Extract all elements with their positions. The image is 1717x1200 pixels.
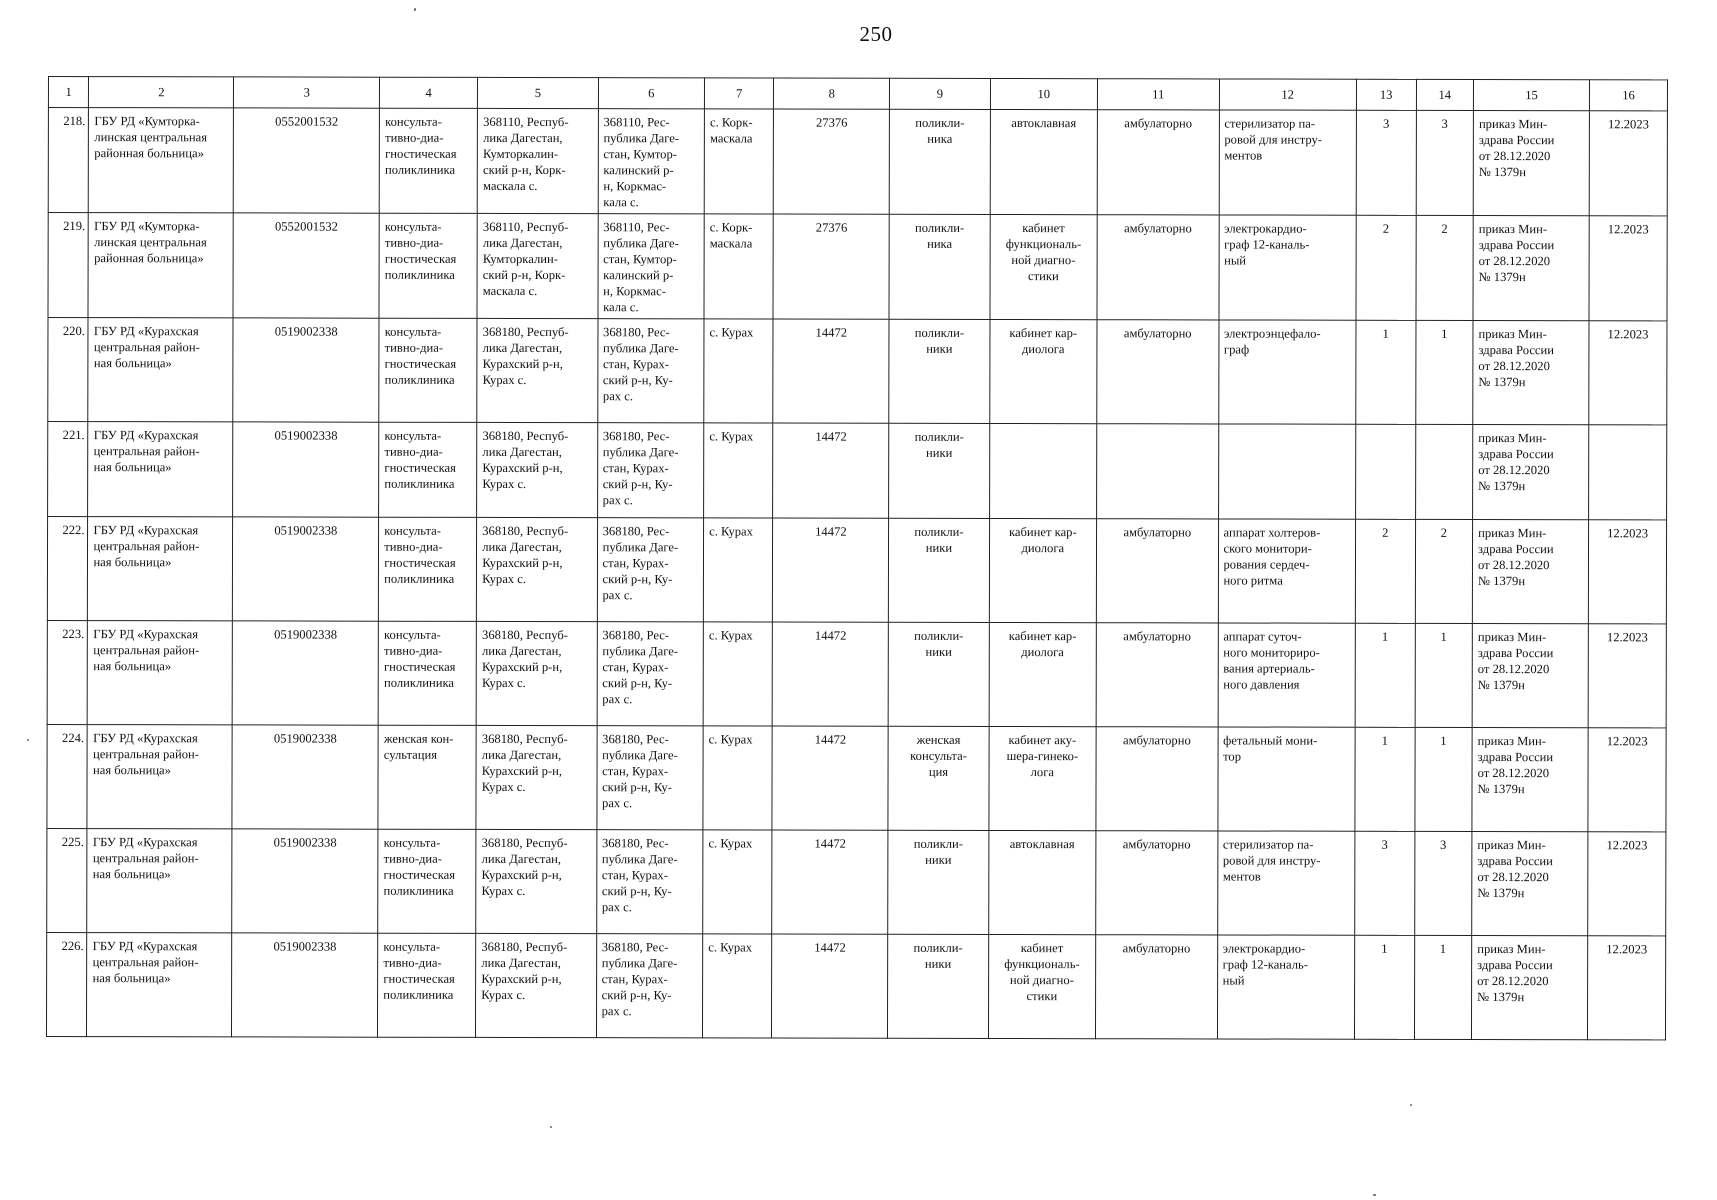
quantity-planned: 2: [1415, 519, 1473, 623]
care-mode: амбулаторно: [1097, 110, 1219, 215]
legal-address: 368180, Респуб- лика Дагестан, Курахский р-н, Курах с.: [476, 621, 597, 725]
population: 27376: [774, 109, 890, 214]
care-mode: амбулаторно: [1097, 215, 1219, 320]
subdivision: поликли- ника: [890, 109, 990, 214]
row-number: 221.: [48, 422, 89, 517]
table-row: [47, 517, 1666, 624]
table-row: [48, 318, 1667, 425]
equipment-name: аппарат суточ- ного мониториро- вания артериаль- ного давления: [1218, 623, 1356, 727]
legal-address: 368180, Респуб- лика Дагестан, Курахский р-н, Курах с.: [477, 517, 598, 621]
column-number-3: 3: [234, 77, 380, 108]
population: 14472: [772, 830, 888, 934]
structural-unit: консульта- тивно-диа- гностическая поликлиника: [379, 318, 477, 422]
equipment-name: аппарат холтеров- ского монитори- рования сердеч- ного ритма: [1218, 519, 1356, 623]
quantity-required: 2: [1356, 215, 1416, 320]
structural-unit: консульта- тивно-диа- гностическая поликлиника: [378, 829, 476, 933]
column-number-11: 11: [1098, 79, 1219, 110]
room-name: кабинет кар- диолога: [989, 622, 1097, 726]
structural-unit: консульта- тивно-диа- гностическая поликлиника: [379, 517, 477, 621]
legal-basis: приказ Мин- здрава России от 28.12.2020 № 1379н: [1472, 519, 1588, 623]
equipment-name: электрокардио- граф 12-каналь- ный: [1218, 215, 1356, 320]
inn-code: 0519002338: [232, 933, 378, 1037]
table-row: [48, 422, 1667, 520]
equipment-name: фетальный мони- тор: [1217, 727, 1355, 831]
subdivision: поликли- ники: [889, 622, 989, 726]
inn-code: 0519002338: [233, 422, 379, 517]
row-number: 218.: [48, 108, 89, 213]
quantity-planned: [1415, 424, 1473, 519]
column-number-14: 14: [1416, 79, 1474, 110]
settlement: с. Корк- маскала: [704, 214, 773, 319]
quantity-planned: 1: [1415, 623, 1473, 727]
room-name: кабинет кар- диолога: [989, 518, 1097, 622]
inn-code: 0519002338: [232, 829, 378, 933]
actual-address: 368180, Рес- публика Даге- стан, Курах- ский р-н, Ку- рах с.: [597, 423, 704, 518]
due-date: 12.2023: [1588, 936, 1666, 1040]
structural-unit: консульта- тивно-диа- гностическая поликлиника: [379, 213, 477, 318]
actual-address: 368180, Рес- публика Даге- стан, Курах- ский р-н, Ку- рах с.: [597, 622, 704, 726]
structural-unit: консульта- тивно-диа- гностическая поликлиника: [378, 933, 476, 1037]
organization-name: ГБУ РД «Курахская центральная район- ная больница»: [88, 517, 233, 621]
room-name: кабинет аку- шера-гинеко- лога: [988, 726, 1096, 830]
equipment-name: электроэнцефало- граф: [1218, 320, 1356, 424]
inn-code: 0519002338: [233, 517, 379, 621]
actual-address: 368110, Рес- публика Даге- стан, Кумтор- калинский р- н, Коркмас- кала с.: [598, 214, 705, 319]
quantity-required: 3: [1356, 110, 1416, 215]
legal-address: 368180, Респуб- лика Дагестан, Курахский р-н, Курах с.: [477, 318, 598, 422]
table-row: [47, 828, 1666, 935]
due-date: 12.2023: [1589, 216, 1667, 321]
legal-basis: приказ Мин- здрава России от 28.12.2020 № 1379н: [1472, 623, 1588, 727]
quantity-required: 3: [1355, 831, 1415, 935]
subdivision: поликли- ника: [889, 214, 989, 319]
row-number: 220.: [48, 318, 89, 422]
column-number-8: 8: [774, 78, 890, 109]
quantity-planned: 2: [1416, 215, 1474, 320]
due-date: 12.2023: [1589, 321, 1667, 425]
population: 14472: [773, 319, 889, 423]
room-name: кабинет кар- диолога: [989, 319, 1097, 423]
care-mode: амбулаторно: [1097, 320, 1219, 424]
settlement: с. Курах: [703, 830, 772, 934]
settlement: с. Курах: [703, 934, 772, 1038]
scan-speck: [550, 1126, 552, 1128]
quantity-planned: 1: [1415, 320, 1473, 424]
due-date: 12.2023: [1589, 111, 1667, 216]
table-row: [48, 108, 1667, 216]
legal-basis: приказ Мин- здрава России от 28.12.2020 № 1379н: [1472, 935, 1588, 1039]
room-name: кабинет функциональ- ной диагно- стики: [988, 934, 1096, 1038]
row-number: 225.: [47, 828, 88, 932]
inn-code: 0519002338: [232, 621, 378, 725]
column-number-6: 6: [598, 78, 705, 109]
quantity-planned: 1: [1414, 935, 1472, 1039]
actual-address: 368180, Рес- публика Даге- стан, Курах- ский р-н, Ку- рах с.: [597, 518, 704, 622]
subdivision: поликли- ники: [889, 319, 989, 423]
subdivision: поликли- ники: [889, 423, 989, 518]
legal-basis: приказ Мин- здрава России от 28.12.2020 № 1379н: [1473, 110, 1589, 215]
column-number-16: 16: [1590, 80, 1668, 111]
settlement: с. Корк- маскала: [704, 109, 773, 214]
table-row: [47, 724, 1666, 831]
subdivision: поликли- ники: [888, 830, 988, 934]
legal-basis: приказ Мин- здрава России от 28.12.2020 № 1379н: [1473, 320, 1589, 424]
care-mode: амбулаторно: [1096, 519, 1218, 623]
settlement: с. Курах: [704, 319, 773, 423]
scan-speck: [27, 739, 29, 741]
care-mode: амбулаторно: [1096, 623, 1218, 727]
row-number: 222.: [47, 517, 88, 621]
legal-basis: приказ Мин- здрава России от 28.12.2020 № 1379н: [1473, 424, 1589, 519]
quantity-required: 1: [1355, 727, 1415, 831]
actual-address: 368180, Рес- публика Даге- стан, Курах- ский р-н, Ку- рах с.: [597, 726, 704, 830]
quantity-required: 2: [1355, 519, 1415, 623]
subdivision: поликли- ники: [888, 934, 988, 1038]
care-mode: амбулаторно: [1096, 935, 1218, 1039]
room-name: автоклавная: [990, 109, 1098, 214]
quantity-planned: 3: [1416, 110, 1474, 215]
equipment-name: [1218, 424, 1356, 519]
actual-address: 368180, Рес- публика Даге- стан, Курах- ский р-н, Ку- рах с.: [596, 830, 703, 934]
row-number: 226.: [46, 932, 87, 1036]
population: 27376: [773, 214, 889, 319]
table-row: [48, 213, 1667, 321]
quantity-required: 1: [1355, 623, 1415, 727]
organization-name: ГБУ РД «Курахская центральная район- ная больница»: [87, 725, 232, 829]
care-mode: амбулаторно: [1096, 727, 1218, 831]
structural-unit: консульта- тивно-диа- гностическая поликлиника: [379, 108, 477, 213]
due-date: [1589, 425, 1667, 520]
column-number-4: 4: [380, 77, 478, 108]
due-date: 12.2023: [1588, 520, 1666, 624]
inn-code: 0552001532: [234, 108, 380, 213]
quantity-planned: 1: [1414, 727, 1472, 831]
quantity-required: 1: [1356, 320, 1416, 424]
actual-address: 368110, Рес- публика Даге- стан, Кумтор- калинский р- н, Коркмас- кала с.: [598, 109, 705, 214]
organization-name: ГБУ РД «Курахская центральная район- ная больница»: [88, 318, 233, 422]
equipment-name: стерилизатор па- ровой для инстру- ментов: [1219, 110, 1357, 215]
legal-basis: приказ Мин- здрава России от 28.12.2020 № 1379н: [1472, 831, 1588, 935]
legal-address: 368180, Респуб- лика Дагестан, Курахский р-н, Курах с.: [476, 725, 597, 829]
organization-name: ГБУ РД «Курахская центральная район- ная больница»: [88, 621, 233, 725]
legal-address: 368180, Респуб- лика Дагестан, Курахский р-н, Курах с.: [476, 933, 597, 1037]
settlement: с. Курах: [704, 423, 773, 518]
settlement: с. Курах: [703, 622, 772, 726]
column-number-13: 13: [1356, 79, 1416, 110]
column-number-1: 1: [48, 77, 89, 108]
equipment-name: стерилизатор па- ровой для инстру- ментов: [1217, 831, 1355, 935]
scan-speck: [1410, 1104, 1412, 1106]
legal-address: 368110, Респуб- лика Дагестан, Кумторкалин- ский р-н, Корк- маскала с.: [477, 213, 598, 318]
structural-unit: консульта- тивно-диа- гностическая поликлиника: [378, 621, 476, 725]
equipment-table: [46, 76, 1668, 1040]
legal-address: 368180, Респуб- лика Дагестан, Курахский р-н, Курах с.: [477, 422, 598, 517]
column-number-9: 9: [890, 78, 990, 109]
settlement: с. Курах: [703, 518, 772, 622]
room-name: [989, 423, 1097, 518]
column-number-7: 7: [705, 78, 774, 109]
population: 14472: [773, 423, 889, 518]
row-number: 223.: [47, 620, 88, 724]
legal-basis: приказ Мин- здрава России от 28.12.2020 № 1379н: [1472, 727, 1588, 831]
quantity-required: [1355, 424, 1415, 519]
table-row: [46, 932, 1665, 1039]
page-number: 250: [859, 22, 893, 46]
inn-code: 0519002338: [232, 725, 378, 829]
population: 14472: [773, 518, 889, 622]
population: 14472: [772, 622, 888, 726]
column-number-15: 15: [1473, 79, 1589, 110]
row-number: 224.: [47, 724, 88, 828]
due-date: 12.2023: [1588, 624, 1666, 728]
organization-name: ГБУ РД «Кумторка- линская центральная районная больница»: [88, 213, 233, 318]
column-number-2: 2: [89, 77, 234, 108]
due-date: 12.2023: [1588, 832, 1666, 936]
structural-unit: консульта- тивно-диа- гностическая поликлиника: [379, 422, 477, 517]
legal-basis: приказ Мин- здрава России от 28.12.2020 № 1379н: [1473, 215, 1589, 320]
table-row: [47, 620, 1666, 727]
column-number-5: 5: [478, 77, 598, 108]
care-mode: [1097, 424, 1219, 519]
quantity-required: 1: [1354, 935, 1414, 1039]
equipment-name: электрокардио- граф 12-каналь- ный: [1217, 935, 1355, 1039]
column-number-12: 12: [1219, 79, 1356, 110]
organization-name: ГБУ РД «Курахская центральная район- ная больница»: [87, 829, 232, 933]
settlement: с. Курах: [703, 726, 772, 830]
population: 14472: [772, 934, 888, 1038]
inn-code: 0552001532: [233, 213, 379, 318]
room-name: кабинет функциональ- ной диагно- стики: [989, 214, 1097, 319]
column-number-10: 10: [990, 78, 1098, 109]
organization-name: ГБУ РД «Курахская центральная район- ная больница»: [88, 422, 233, 517]
actual-address: 368180, Рес- публика Даге- стан, Курах- ский р-н, Ку- рах с.: [596, 934, 703, 1038]
care-mode: амбулаторно: [1096, 831, 1218, 935]
due-date: 12.2023: [1588, 728, 1666, 832]
room-name: автоклавная: [988, 830, 1096, 934]
organization-name: ГБУ РД «Курахская центральная район- ная больница»: [87, 933, 232, 1037]
legal-address: 368110, Респуб- лика Дагестан, Кумторкалин- ский р-н, Корк- маскала с.: [477, 108, 598, 213]
table-body: [46, 108, 1667, 1040]
subdivision: поликли- ники: [889, 518, 989, 622]
structural-unit: женская кон- сультация: [378, 725, 476, 829]
actual-address: 368180, Рес- публика Даге- стан, Курах- ский р-н, Ку- рах с.: [597, 319, 704, 423]
scan-speck: [414, 8, 416, 11]
subdivision: женская консульта- ция: [888, 726, 988, 830]
quantity-planned: 3: [1414, 831, 1472, 935]
organization-name: ГБУ РД «Кумторка- линская центральная районная больница»: [89, 108, 234, 213]
legal-address: 368180, Респуб- лика Дагестан, Курахский р-н, Курах с.: [476, 829, 597, 933]
population: 14472: [772, 726, 888, 830]
row-number: 219.: [48, 213, 89, 318]
scan-speck: [1373, 1194, 1376, 1196]
inn-code: 0519002338: [233, 318, 379, 422]
column-number-row: [48, 77, 1667, 111]
